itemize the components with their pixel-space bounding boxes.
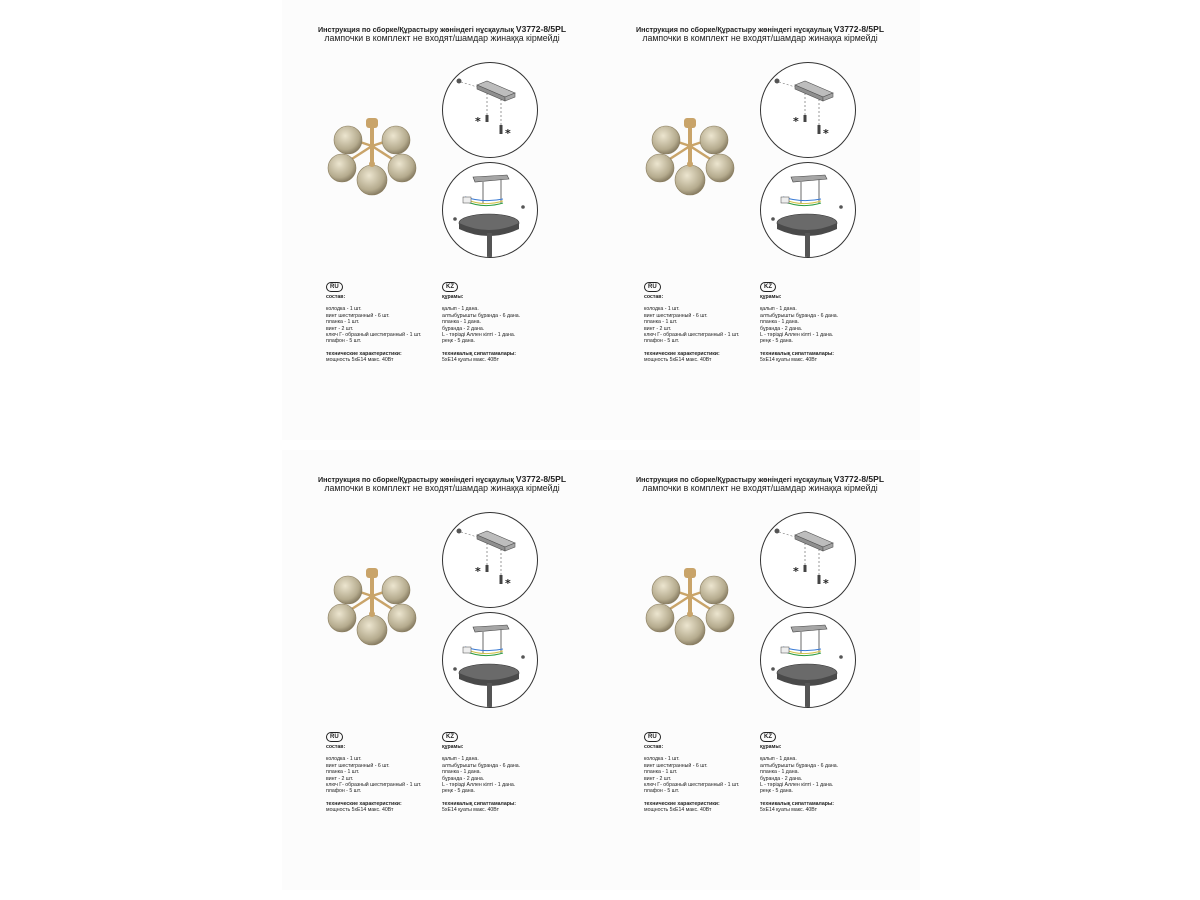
list-item: реңк - 5 дана. xyxy=(760,788,793,795)
list-item: плафон - 5 шт. xyxy=(644,338,680,345)
ru-composition-label: состав: xyxy=(326,294,346,300)
kz-specs-value: 5хЕ14 қуаты макс. 40Вт xyxy=(442,357,499,364)
kz-composition-label: құрамы: xyxy=(442,744,464,750)
title-text: Инструкция по сборке/Құрастыру жөніндегі нұсқаулық xyxy=(317,25,514,34)
marker-asterisk: * xyxy=(505,127,511,140)
marker-asterisk: * xyxy=(793,565,799,578)
list-item: планка - 1 дана. xyxy=(442,319,481,326)
model-number: V3772-8/5PL xyxy=(515,24,567,34)
canopy-wiring-diagram xyxy=(442,612,538,708)
ru-badge: RU xyxy=(326,732,343,742)
marker-asterisk: * xyxy=(793,115,799,128)
bulbs-not-included-note: лампочки в комплект не входят/шамдар жинаққа кірмейді xyxy=(642,483,878,493)
chandelier-illustration xyxy=(326,116,418,208)
list-item: винт шестигранный - 6 шт. xyxy=(644,312,708,319)
ru-composition-label: состав: xyxy=(644,744,664,750)
kz-specs-label: техникалық сипаттамалары: xyxy=(760,800,835,807)
model-number: V3772-8/5PL xyxy=(833,24,885,34)
list-item: винт шестигранный - 6 шт. xyxy=(326,762,390,769)
ru-specs-value: мощность 5хЕ14 макс. 40Вт xyxy=(644,807,712,814)
list-item: қалып - 1 дана. xyxy=(442,756,479,763)
list-item: планка - 1 шт. xyxy=(644,769,678,776)
list-item: реңк - 5 дана. xyxy=(442,788,475,795)
list-item: алтыбұрышты бұранда - 6 дана. xyxy=(760,762,839,769)
list-item: L - тәрізді Аллен кілті - 1 дана. xyxy=(442,332,516,339)
list-item: планка - 1 дана. xyxy=(442,769,481,776)
kz-badge: KZ xyxy=(442,282,458,292)
list-item: реңк - 5 дана. xyxy=(442,338,475,345)
russian-specs xyxy=(326,732,421,814)
kz-composition-label: құрамы: xyxy=(760,294,782,300)
marker-asterisk: * xyxy=(823,577,829,590)
kz-badge: KZ xyxy=(442,732,458,742)
kazakh-specs xyxy=(442,732,520,814)
ru-specs-label: технические характеристики: xyxy=(644,350,720,357)
model-number: V3772-8/5PL xyxy=(833,474,885,484)
list-item: винт шестигранный - 6 шт. xyxy=(644,762,708,769)
kz-specs-label: техникалық сипаттамалары: xyxy=(442,800,517,807)
russian-specs xyxy=(644,732,739,814)
ru-badge: RU xyxy=(326,282,343,292)
list-item: алтыбұрышты бұранда - 6 дана. xyxy=(442,312,521,319)
list-item: алтыбұрышты бұранда - 6 дана. xyxy=(442,762,521,769)
ru-badge: RU xyxy=(644,282,661,292)
list-item: реңк - 5 дана. xyxy=(760,338,793,345)
list-item: ключ Г- образный шестигранный - 1 шт. xyxy=(644,332,740,339)
list-item: винт шестигранный - 6 шт. xyxy=(326,312,390,319)
kz-specs-value: 5хЕ14 қуаты макс. 40Вт xyxy=(442,807,499,814)
kz-badge: KZ xyxy=(760,732,776,742)
list-item: қалып - 1 дана. xyxy=(442,306,479,313)
kazakh-specs xyxy=(442,282,520,364)
list-item: қалып - 1 дана. xyxy=(760,756,797,763)
list-item: винт - 2 шт. xyxy=(644,325,672,332)
title-text: Инструкция по сборке/Құрастыру жөніндегі нұсқаулық xyxy=(317,475,514,484)
title-text: Инструкция по сборке/Құрастыру жөніндегі нұсқаулық xyxy=(635,25,832,34)
list-item: ключ Г- образный шестигранный - 1 шт. xyxy=(644,782,740,789)
mounting-bracket-diagram xyxy=(760,512,856,608)
marker-asterisk: * xyxy=(823,127,829,140)
list-item: бұранда - 2 дана. xyxy=(760,325,803,332)
list-item: винт - 2 шт. xyxy=(326,325,354,332)
mounting-bracket-diagram xyxy=(760,62,856,158)
ru-specs-label: технические характеристики: xyxy=(326,800,402,807)
marker-asterisk: * xyxy=(475,115,481,128)
list-item: L - тәрізді Аллен кілті - 1 дана. xyxy=(760,782,834,789)
kz-composition-label: құрамы: xyxy=(760,744,782,750)
chandelier-illustration xyxy=(644,566,736,658)
list-item: планка - 1 шт. xyxy=(326,319,360,326)
ru-specs-label: технические характеристики: xyxy=(644,800,720,807)
marker-asterisk: * xyxy=(475,565,481,578)
list-item: колодка - 1 шт. xyxy=(326,756,362,763)
mounting-bracket-diagram xyxy=(442,512,538,608)
kazakh-specs xyxy=(760,282,838,364)
kz-specs-label: техникалық сипаттамалары: xyxy=(442,350,517,357)
russian-specs xyxy=(644,282,739,364)
chandelier-illustration xyxy=(644,116,736,208)
list-item: планка - 1 шт. xyxy=(326,769,360,776)
bulbs-not-included-note: лампочки в комплект не входят/шамдар жинаққа кірмейді xyxy=(324,33,560,43)
list-item: бұранда - 2 дана. xyxy=(442,325,485,332)
list-item: винт - 2 шт. xyxy=(326,775,354,782)
list-item: бұранда - 2 дана. xyxy=(442,775,485,782)
russian-specs xyxy=(326,282,421,364)
list-item: планка - 1 шт. xyxy=(644,319,678,326)
canopy-wiring-diagram xyxy=(760,162,856,258)
kz-badge: KZ xyxy=(760,282,776,292)
instruction-sheet xyxy=(600,0,920,440)
instruction-sheet xyxy=(282,450,602,890)
chandelier-illustration xyxy=(326,566,418,658)
ru-composition-label: состав: xyxy=(644,294,664,300)
canopy-wiring-diagram xyxy=(442,162,538,258)
kz-composition-label: құрамы: xyxy=(442,294,464,300)
canopy-wiring-diagram xyxy=(760,612,856,708)
instruction-sheet xyxy=(282,0,602,440)
list-item: колодка - 1 шт. xyxy=(644,306,680,313)
list-item: ключ Г- образный шестигранный - 1 шт. xyxy=(326,332,422,339)
ru-composition-label: состав: xyxy=(326,744,346,750)
list-item: планка - 1 дана. xyxy=(760,769,799,776)
ru-specs-label: технические характеристики: xyxy=(326,350,402,357)
bulbs-not-included-note: лампочки в комплект не входят/шамдар жинаққа кірмейді xyxy=(324,483,560,493)
list-item: қалып - 1 дана. xyxy=(760,306,797,313)
list-item: плафон - 5 шт. xyxy=(644,788,680,795)
list-item: винт - 2 шт. xyxy=(644,775,672,782)
list-item: плафон - 5 шт. xyxy=(326,338,362,345)
kazakh-specs xyxy=(760,732,838,814)
list-item: колодка - 1 шт. xyxy=(644,756,680,763)
ru-specs-value: мощность 5хЕ14 макс. 40Вт xyxy=(326,357,394,364)
list-item: L - тәрізді Аллен кілті - 1 дана. xyxy=(442,782,516,789)
marker-asterisk: * xyxy=(505,577,511,590)
ru-specs-value: мощность 5хЕ14 макс. 40Вт xyxy=(326,807,394,814)
list-item: плафон - 5 шт. xyxy=(326,788,362,795)
bulbs-not-included-note: лампочки в комплект не входят/шамдар жинаққа кірмейді xyxy=(642,33,878,43)
kz-specs-value: 5хЕ14 қуаты макс. 40Вт xyxy=(760,807,817,814)
title-text: Инструкция по сборке/Құрастыру жөніндегі нұсқаулық xyxy=(635,475,832,484)
list-item: планка - 1 дана. xyxy=(760,319,799,326)
list-item: бұранда - 2 дана. xyxy=(760,775,803,782)
ru-badge: RU xyxy=(644,732,661,742)
mounting-bracket-diagram xyxy=(442,62,538,158)
instruction-sheet xyxy=(600,450,920,890)
kz-specs-value: 5хЕ14 қуаты макс. 40Вт xyxy=(760,357,817,364)
list-item: алтыбұрышты бұранда - 6 дана. xyxy=(760,312,839,319)
list-item: ключ Г- образный шестигранный - 1 шт. xyxy=(326,782,422,789)
ru-specs-value: мощность 5хЕ14 макс. 40Вт xyxy=(644,357,712,364)
model-number: V3772-8/5PL xyxy=(515,474,567,484)
list-item: L - тәрізді Аллен кілті - 1 дана. xyxy=(760,332,834,339)
kz-specs-label: техникалық сипаттамалары: xyxy=(760,350,835,357)
list-item: колодка - 1 шт. xyxy=(326,306,362,313)
